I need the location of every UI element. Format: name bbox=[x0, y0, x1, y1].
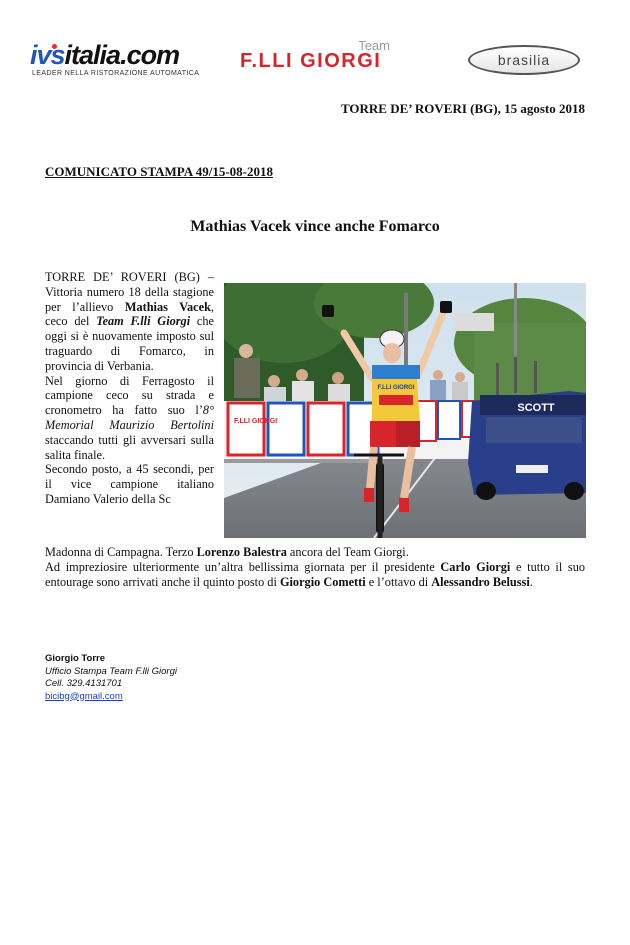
article-column bbox=[45, 270, 214, 507]
paragraph-3-start: Secondo posto, a 45 secondi, per il vice campione italiano Damiano Valerio della Sc bbox=[45, 462, 214, 506]
brasilia-logo bbox=[468, 45, 580, 75]
article-full-width bbox=[45, 545, 585, 589]
paragraph-2: Nel giorno di Ferragosto il campione ceco su strada e cronometro ha fatto suo l’8° Memorial Maurizio Bertolini staccando tutti gli avversari sulla salita finale. bbox=[45, 373, 214, 462]
logo-brand-prefix: ivs bbox=[30, 40, 65, 70]
press-release-id: COMUNICATO STAMPA 49/15-08-2018 bbox=[45, 164, 273, 179]
logo-brand-suffix: italia.com bbox=[64, 40, 180, 70]
team-name: Team F.lli Giorgi bbox=[96, 314, 191, 329]
race-photo bbox=[224, 283, 586, 538]
paragraph-1: TORRE DE’ ROVERI (BG) – Vittoria numero 18 della stagione per l’allievo Mathias Vacek, ceco del Team F.lli Giorgi che oggi si è nuovamente imposto sul traguardo di Fomarco, in provincia di Verbania. bbox=[45, 270, 214, 373]
race-name: 8° Memorial Maurizio Bertolini bbox=[45, 403, 214, 432]
ivsitalia-logo bbox=[30, 40, 210, 80]
jersey-text: F.LLI GIORGI bbox=[377, 385, 415, 391]
signature-office: Ufficio Stampa Team F.lli Giorgi bbox=[45, 665, 177, 677]
fifth-place-name: Giorgio Cometti bbox=[279, 574, 366, 589]
logo-team-word: Team bbox=[358, 38, 390, 53]
headline: Mathias Vacek vince anche Fomarco bbox=[190, 218, 440, 235]
place-date: TORRE DE’ ROVERI (BG), 15 agosto 2018 bbox=[340, 101, 585, 116]
finish-line-image bbox=[224, 283, 586, 538]
signature-block bbox=[45, 653, 177, 703]
president-name: Carlo Giorgi bbox=[440, 559, 511, 574]
banner-text: F.LLI GIORGI bbox=[234, 418, 278, 425]
logo-tagline: LEADER NELLA RISTORAZIONE AUTOMATICA bbox=[32, 70, 200, 77]
logo-team-name: F.LLI GIORGI bbox=[240, 50, 382, 72]
rider-name: Mathias Vacek bbox=[124, 299, 211, 314]
logo-brasilia-name: brasilia bbox=[497, 52, 551, 68]
third-place-name: Lorenzo Balestra bbox=[196, 545, 287, 559]
eighth-place-name: Alessandro Belussi bbox=[431, 574, 530, 589]
paragraph-3-end: Madonna di Campagna. Terzo Lorenzo Balestra ancora del Team Giorgi. bbox=[45, 545, 409, 559]
paragraph-4: Ad impreziosire ulteriormente un’altra bellissima giornata per il presidente Carlo Giorgi e tutto il suo entourage sono arrivati anche il quinto posto di Giorgio Cometti e l’ottavo di Alessandro Belussi. bbox=[45, 559, 586, 589]
signature-phone: Cell. 329.4131701 bbox=[45, 678, 123, 689]
car-brand: SCOTT bbox=[517, 402, 555, 414]
signature-email-link[interactable]: bicibg@gmail.com bbox=[45, 690, 123, 702]
team-giorgi-logo bbox=[238, 38, 408, 74]
signature-name: Giorgio Torre bbox=[45, 653, 105, 664]
